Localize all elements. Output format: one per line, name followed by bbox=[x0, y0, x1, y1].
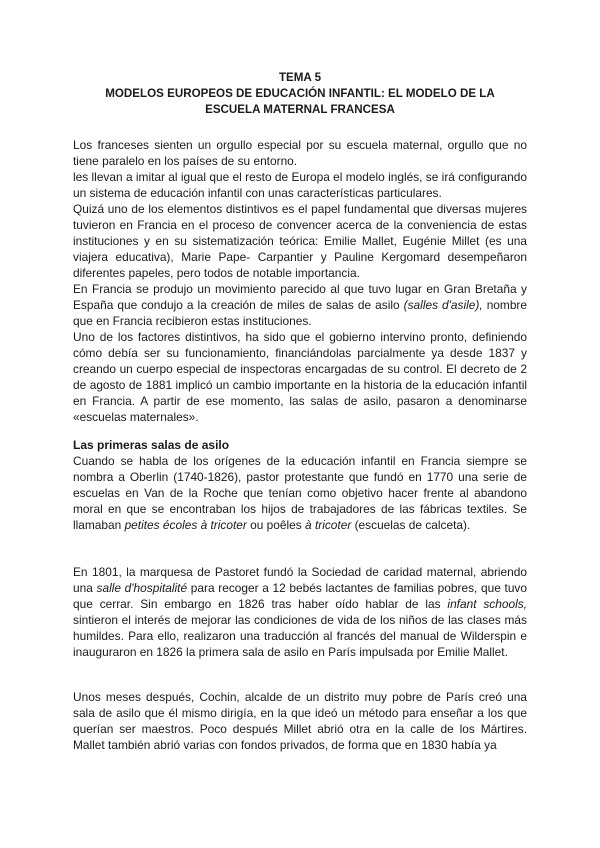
intro-paragraph-4 bbox=[73, 281, 527, 329]
section-paragraph-3: Unos meses después, Cochin, alcalde de un distrito muy pobre de París creó una sala de asilo que él mismo dirigía, en la que ideó un método para enseñar a los que querían ser maestros. Poco después Millet abrió otra en la calle de los Mártires. Mallet también abrió varias con fondos privados, de forma que en 1830 había ya bbox=[73, 690, 527, 752]
s2-italic-2: infant schools, bbox=[447, 597, 527, 611]
section-heading: Las primeras salas de asilo bbox=[73, 438, 230, 452]
s1-text-b: ou poêles bbox=[246, 518, 306, 532]
title-line-2: ESCUELA MATERNAL FRANCESA bbox=[205, 103, 395, 116]
intro-p4-text-b: nombre que en Francia recibieron estas instituciones. bbox=[73, 298, 528, 328]
tema-label: TEMA 5 bbox=[278, 71, 322, 84]
intro-paragraph-1: Los franceses sienten un orgullo especial por su escuela maternal, orgullo que no tiene paralelo en los países de su entorno. bbox=[73, 138, 527, 168]
s2-text-a: En 1801, la marquesa de Pastoret fundó la Sociedad de caridad maternal, abriendo una bbox=[73, 565, 527, 595]
s1-italic-1: petites écoles à tricoter bbox=[124, 518, 247, 532]
section-paragraph-2 bbox=[73, 564, 527, 660]
s1-text-a: Cuando se habla de los orígenes de la educación infantil en Francia siempre se nombra a Oberlin (1740-1826), pastor protestante que fundó en 1770 una serie de escuelas en Van de la Roche que tenían como objetivo hacer frente al abandono moral en que se encontraban los hijos de trabajadores de las fábricas textiles. Se llamaban bbox=[73, 454, 527, 532]
s1-italic-2: à tricoter bbox=[305, 518, 352, 532]
intro-paragraph-5: Uno de los factores distintivos, ha sido que el gobierno intervino pronto, definiendo cómo debía ser su funcionamiento, financiándolas parcialmente ya desde 1837 y creando un cuerpo especial de inspectoras encargadas de su control. El decreto de 2 de agosto de 1881 implicó un cambio importante en la historia de la educación infantil en Francia. A partir de ese momento, las salas de asilo, pasaron a denominarse «escuelas maternales». bbox=[73, 330, 527, 424]
title-line-1: MODELOS EUROPEOS DE EDUCACIÓN INFANTIL: EL MODELO DE LA bbox=[105, 87, 495, 100]
intro-paragraph-3: Quizá uno de los elementos distintivos es el papel fundamental que diversas mujeres tuvieron en Francia en el proceso de convencer acerca de la conveniencia de estas instituciones y en su sistematización teórica: Emilie Mallet, Eugénie Millet (es una viajera educativa), Marie Pape- Carpantier y Pauline Kergomard desempeñaron diferentes papeles, pero todos de notable importancia. bbox=[73, 202, 527, 280]
section-paragraph-1 bbox=[73, 453, 527, 533]
document-title bbox=[60, 70, 540, 118]
s2-text-b: para recoger a 12 bebés lactantes de familias pobres, que tuvo que cerrar. Sin embargo en 1826 tras haber oído hablar de las bbox=[73, 581, 527, 611]
intro-section bbox=[73, 137, 527, 425]
s2-text-c: sintieron el interés de mejorar las condiciones de vida de los niños de las clases más humildes. Para ello, realizaron una traducción al francés del manual de Wilderspin e inauguraron en 1826 la primera sala de asilo en París impulsada por Emilie Mallet. bbox=[73, 613, 527, 659]
intro-p4-text-a: En Francia se produjo un movimiento parecido al que tuvo lugar en Gran Bretaña y España que condujo a la creación de miles de salas de asilo bbox=[73, 282, 527, 312]
intro-paragraph-2: les llevan a imitar al igual que el resto de Europa el modelo inglés, se irá configurando un sistema de educación infantil con unas características particulares. bbox=[73, 170, 527, 200]
s2-italic-1: salle d'hospitalité bbox=[96, 581, 188, 595]
s1-text-c: (escuelas de calceta). bbox=[351, 518, 471, 532]
intro-p4-italic: (salles d'asile), bbox=[403, 298, 483, 312]
